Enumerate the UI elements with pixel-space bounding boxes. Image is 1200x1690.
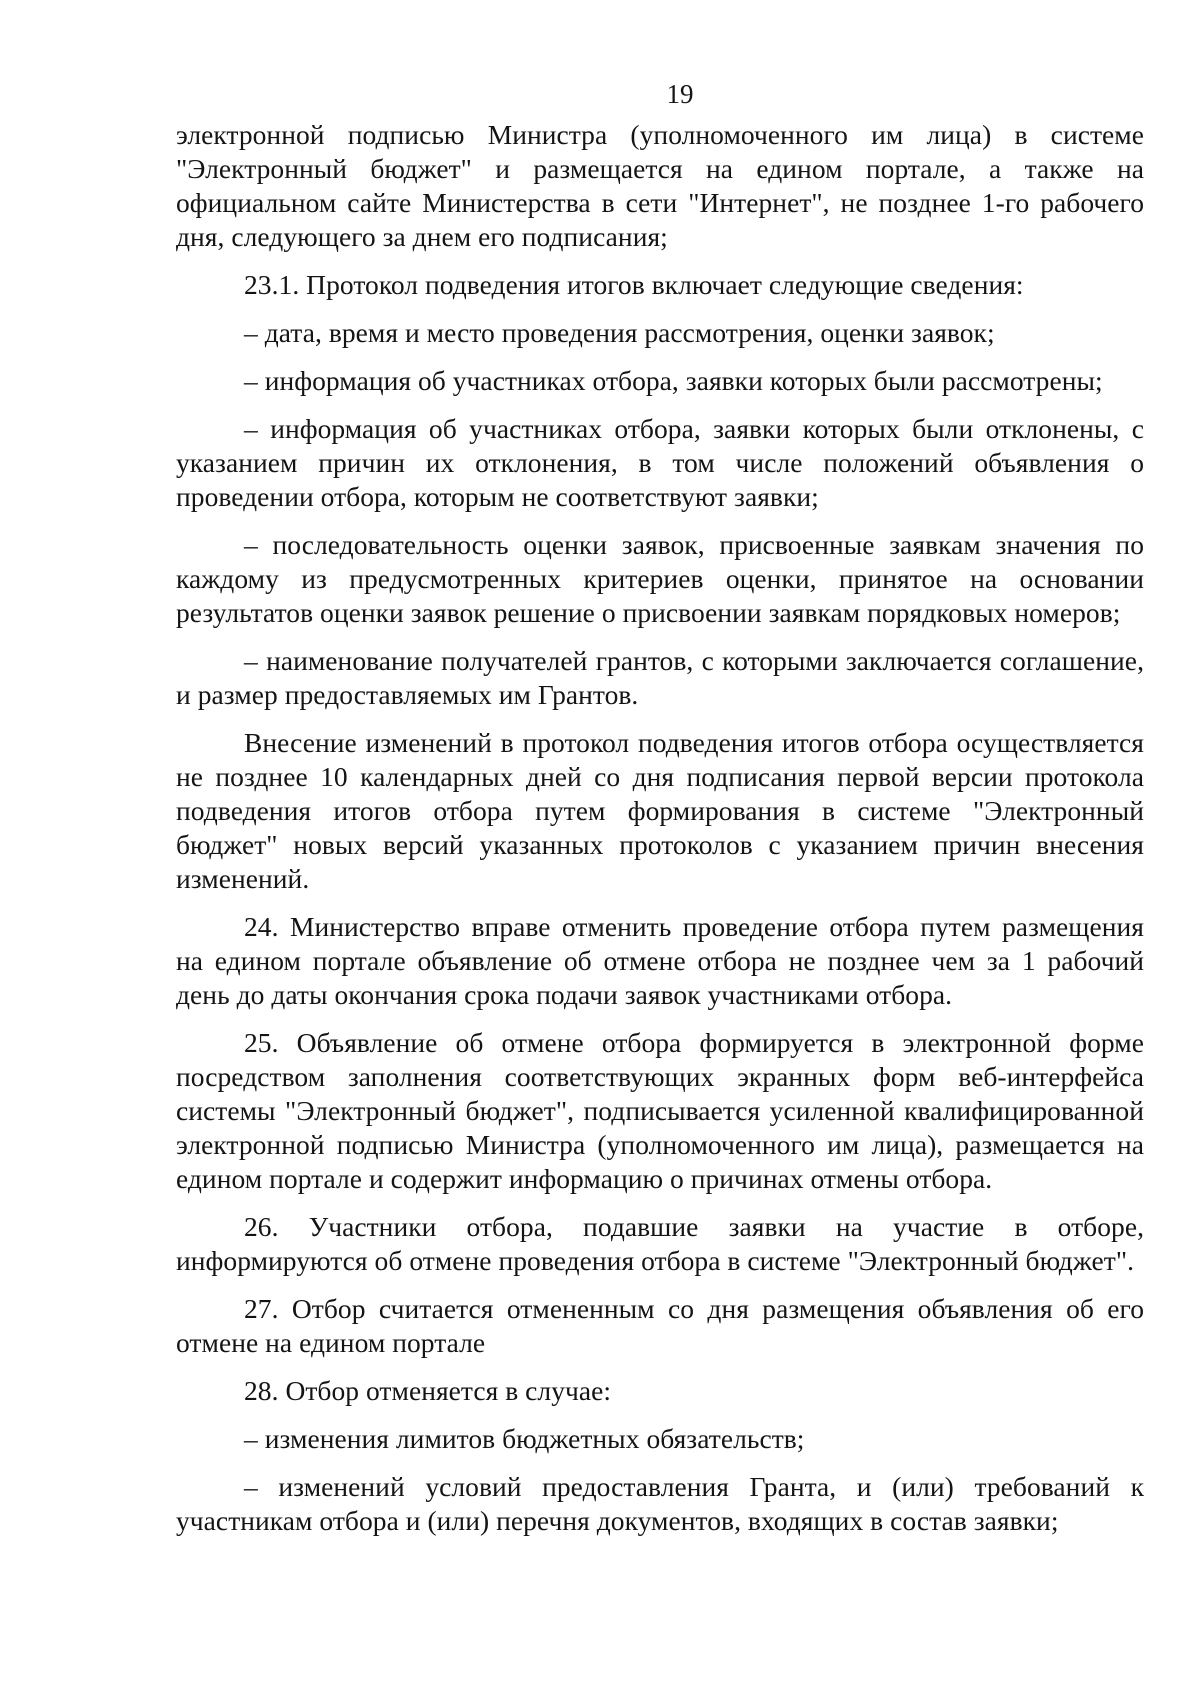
list-item-grant-conditions-change: – изменений условий предоставления Гранта, и (или) требований к участникам отбора и (или) перечня документов, входящих в состав заявки;	[176, 1471, 1144, 1536]
paragraph-signature-publication: электронной подписью Министра (уполномоченного им лица) в системе "Электронный бюджет" и размещается на едином портале, а также на официальном сайте Министерства в сети "Интернет", не позднее 1-го рабочего дня, следующего за днем его подписания;	[176, 119, 1144, 252]
list-item-budget-limits-change: – изменения лимитов бюджетных обязательств;	[244, 1423, 805, 1454]
paragraph-28-cancellation-cases: 28. Отбор отменяется в случае:	[244, 1375, 612, 1406]
list-item-reviewed-participants: – информация об участниках отбора, заявки которых были рассмотрены;	[244, 365, 1103, 396]
paragraph-25-cancellation-notice: 25. Объявление об отмене отбора формируется в электронной форме посредством заполнения соответствующих экранных форм веб-интерфейса системы "Электронный бюджет", подписывается усиленной квалифицированной электронной подписью Министра (уполномоченного им лица), размещается на едином портале и содержит информацию о причинах отмены отбора.	[176, 1027, 1144, 1194]
list-item-grant-recipients: – наименование получателей грантов, с которыми заключается соглашение, и размер предоставляемых им Грантов.	[176, 645, 1144, 710]
list-item-date-time-place: – дата, время и место проведения рассмотрения, оценки заявок;	[244, 317, 995, 348]
paragraph-23-1-protocol-contents: 23.1. Протокол подведения итогов включает следующие сведения:	[244, 269, 1024, 300]
page-number: 19	[666, 79, 694, 109]
list-item-rejected-participants: – информация об участниках отбора, заявки которых были отклонены, с указанием причин их отклонения, в том числе положений объявления о проведении отбора, которым не соответствуют заявки;	[176, 413, 1144, 512]
paragraph-27-selection-cancelled: 27. Отбор считается отмененным со дня размещения объявления об его отмене на едином портале	[176, 1293, 1144, 1358]
paragraph-24-cancellation-right: 24. Министерство вправе отменить проведение отбора путем размещения на едином портале объявление об отмене отбора не позднее чем за 1 рабочий день до даты окончания срока подачи заявок участниками отбора.	[176, 911, 1144, 1010]
list-item-evaluation-sequence: – последовательность оценки заявок, присвоенные заявкам значения по каждому из предусмотренных критериев оценки, принятое на основании результатов оценки заявок решение о присвоении заявкам порядковых номеров;	[176, 529, 1144, 628]
paragraph-26-participants-informed: 26. Участники отбора, подавшие заявки на участие в отборе, информируются об отмене проведения отбора в системе "Электронный бюджет".	[176, 1211, 1144, 1276]
document-page	[176, 76, 1144, 1552]
paragraph-protocol-amendments: Внесение изменений в протокол подведения итогов отбора осуществляется не позднее 10 календарных дней со дня подписания первой версии протокола подведения итогов отбора путем формирования в системе "Электронный бюджет" новых версий указанных протоколов с указанием причин внесения изменений.	[176, 727, 1144, 894]
